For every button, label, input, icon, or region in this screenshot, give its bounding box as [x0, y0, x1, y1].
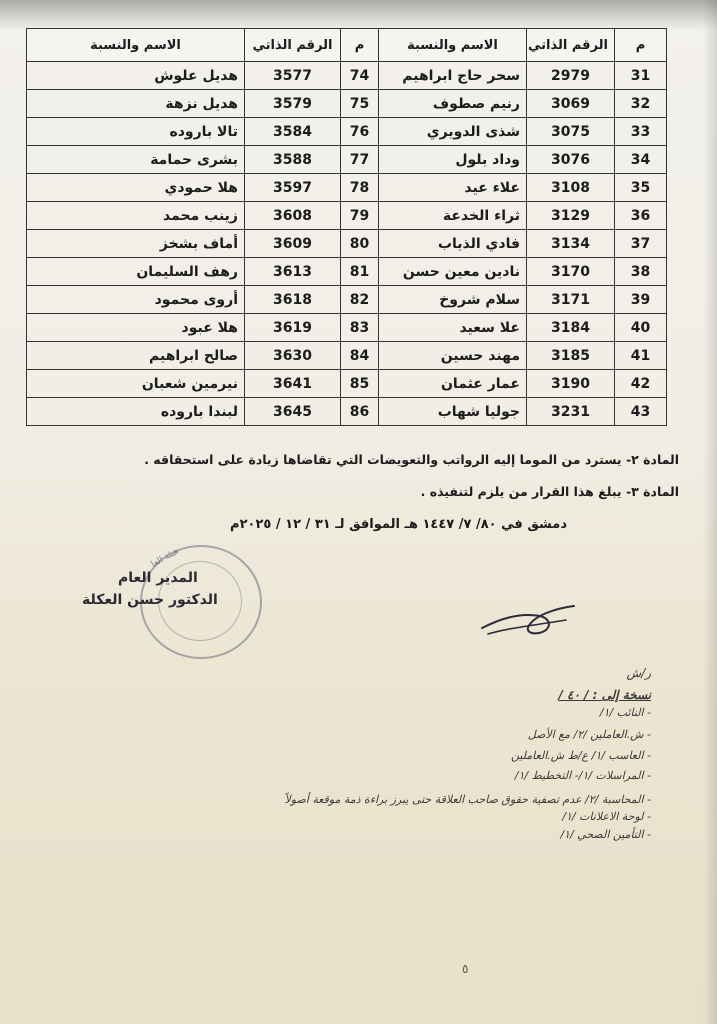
table-row — [27, 230, 667, 258]
row-number: 80 — [341, 230, 379, 258]
employee-name: شذى الدويري — [379, 118, 527, 146]
signature-name: الدكتور حسن العكلة — [82, 592, 218, 608]
row-number: 86 — [341, 398, 379, 426]
table-row — [27, 118, 667, 146]
row-number: 35 — [615, 174, 667, 202]
row-number: 43 — [615, 398, 667, 426]
employee-id: 3185 — [527, 342, 615, 370]
scan-shadow — [0, 0, 717, 30]
employee-id: 3609 — [245, 230, 341, 258]
row-number: 33 — [615, 118, 667, 146]
employee-id: 3134 — [527, 230, 615, 258]
employee-table — [26, 28, 667, 426]
employee-id: 3597 — [245, 174, 341, 202]
employee-id: 3608 — [245, 202, 341, 230]
employee-name: وداد بلول — [379, 146, 527, 174]
employee-id: 3641 — [245, 370, 341, 398]
employee-name: علاء عيد — [379, 174, 527, 202]
employee-id: 3630 — [245, 342, 341, 370]
employee-name: رهف السليمان — [27, 258, 245, 286]
row-number: 34 — [615, 146, 667, 174]
employee-id: 3588 — [245, 146, 341, 174]
employee-name: هديل نزهة — [27, 90, 245, 118]
employee-name: علا سعيد — [379, 314, 527, 342]
distribution-item: - لوحة الاعلانات /١/ — [562, 810, 651, 823]
employee-name: صالح ابراهيم — [27, 342, 245, 370]
employee-id: 3577 — [245, 62, 341, 90]
row-number: 74 — [341, 62, 379, 90]
employee-name: هديل علوش — [27, 62, 245, 90]
article-2: المادة ٢- يسترد من الموما إليه الرواتب والتعويضات التي تقاضاها زيادة على استحقاقه . — [144, 452, 679, 467]
row-number: 39 — [615, 286, 667, 314]
table-row — [27, 258, 667, 286]
employee-name: أروى محمود — [27, 286, 245, 314]
article-3: المادة ٣- يبلغ هذا القرار من يلزم لتنفيذه . — [420, 484, 679, 499]
date-line: دمشق في ٨٠/ ٧/ ١٤٤٧ هـ الموافق لـ ٣١ / ١٢ / ٢٠٢٥م — [230, 517, 567, 532]
table-row — [27, 286, 667, 314]
employee-id: 3231 — [527, 398, 615, 426]
header-name: الاسم والنسبة — [379, 29, 527, 62]
table-row — [27, 314, 667, 342]
employee-id: 3618 — [245, 286, 341, 314]
employee-name: فادي الذياب — [379, 230, 527, 258]
table-row — [27, 90, 667, 118]
employee-name: سلام شروخ — [379, 286, 527, 314]
row-number: 81 — [341, 258, 379, 286]
row-number: 36 — [615, 202, 667, 230]
employee-name: مهند حسين — [379, 342, 527, 370]
header-m: م — [615, 29, 667, 62]
employee-name: جوليا شهاب — [379, 398, 527, 426]
table-row — [27, 174, 667, 202]
distribution-item: - ش.العاملين /٢/ مع الأصل — [527, 728, 651, 741]
employee-name: رنيم صطوف — [379, 90, 527, 118]
distribution-header: نسخة إلى : / ٤٠ / — [558, 688, 651, 702]
row-number: 75 — [341, 90, 379, 118]
header-code: الرقم الذاتي — [527, 29, 615, 62]
employee-name: نادين معين حسن — [379, 258, 527, 286]
row-number: 32 — [615, 90, 667, 118]
table-row — [27, 202, 667, 230]
row-number: 85 — [341, 370, 379, 398]
employee-id: 3613 — [245, 258, 341, 286]
header-code: الرقم الذاتي — [245, 29, 341, 62]
table-row — [27, 398, 667, 426]
employee-id: 3075 — [527, 118, 615, 146]
header-m: م — [341, 29, 379, 62]
employee-id: 3584 — [245, 118, 341, 146]
row-number: 37 — [615, 230, 667, 258]
row-number: 42 — [615, 370, 667, 398]
row-number: 83 — [341, 314, 379, 342]
row-number: 78 — [341, 174, 379, 202]
distribution-item: - النائب /١/ — [599, 706, 651, 719]
row-number: 76 — [341, 118, 379, 146]
initials: ر/ش — [626, 666, 651, 680]
employee-name: ثراء الخدعة — [379, 202, 527, 230]
employee-name: هلا عبود — [27, 314, 245, 342]
employee-id: 3645 — [245, 398, 341, 426]
table-row — [27, 146, 667, 174]
distribution-item: - المحاسبة /٢/ عدم تصفية حقوق صاحب العلاقة حتى يبرز براءة ذمة موقعة أصولاً — [284, 793, 651, 806]
employee-id: 3170 — [527, 258, 615, 286]
header-name: الاسم والنسبة — [27, 29, 245, 62]
stamp-text: هيئة العا — [149, 546, 181, 570]
distribution-item: - العاسب /١/ ع/ط ش.العاملين — [510, 749, 651, 762]
page-number: ٥ — [462, 962, 469, 976]
employee-id: 3069 — [527, 90, 615, 118]
employee-id: 3171 — [527, 286, 615, 314]
employee-name: هلا حمودي — [27, 174, 245, 202]
employee-id: 3184 — [527, 314, 615, 342]
scan-edge — [703, 0, 717, 1024]
table-row — [27, 62, 667, 90]
employee-id: 3076 — [527, 146, 615, 174]
employee-name: سحر حاج ابراهيم — [379, 62, 527, 90]
employee-id: 3190 — [527, 370, 615, 398]
row-number: 40 — [615, 314, 667, 342]
signature-title: المدير العام — [118, 570, 198, 586]
employee-name: نيرمين شعبان — [27, 370, 245, 398]
row-number: 38 — [615, 258, 667, 286]
table-row — [27, 370, 667, 398]
employee-id: 3108 — [527, 174, 615, 202]
employee-name: تالا باروده — [27, 118, 245, 146]
employee-id: 2979 — [527, 62, 615, 90]
employee-id: 3579 — [245, 90, 341, 118]
employee-name: لبندا باروده — [27, 398, 245, 426]
distribution-item: - المراسلات /١/- التخطيط /١/ — [514, 769, 651, 782]
employee-name: أماف بشخز — [27, 230, 245, 258]
row-number: 31 — [615, 62, 667, 90]
row-number: 82 — [341, 286, 379, 314]
employee-id: 3129 — [527, 202, 615, 230]
employee-name: زينب محمد — [27, 202, 245, 230]
table-header-row — [27, 29, 667, 62]
employee-name: بشرى حمامة — [27, 146, 245, 174]
row-number: 79 — [341, 202, 379, 230]
row-number: 84 — [341, 342, 379, 370]
row-number: 77 — [341, 146, 379, 174]
table-row — [27, 342, 667, 370]
distribution-item: - التأمين الصحي /١/ — [560, 828, 651, 841]
handwritten-signature — [478, 598, 578, 642]
employee-id: 3619 — [245, 314, 341, 342]
row-number: 41 — [615, 342, 667, 370]
employee-name: عمار عثمان — [379, 370, 527, 398]
